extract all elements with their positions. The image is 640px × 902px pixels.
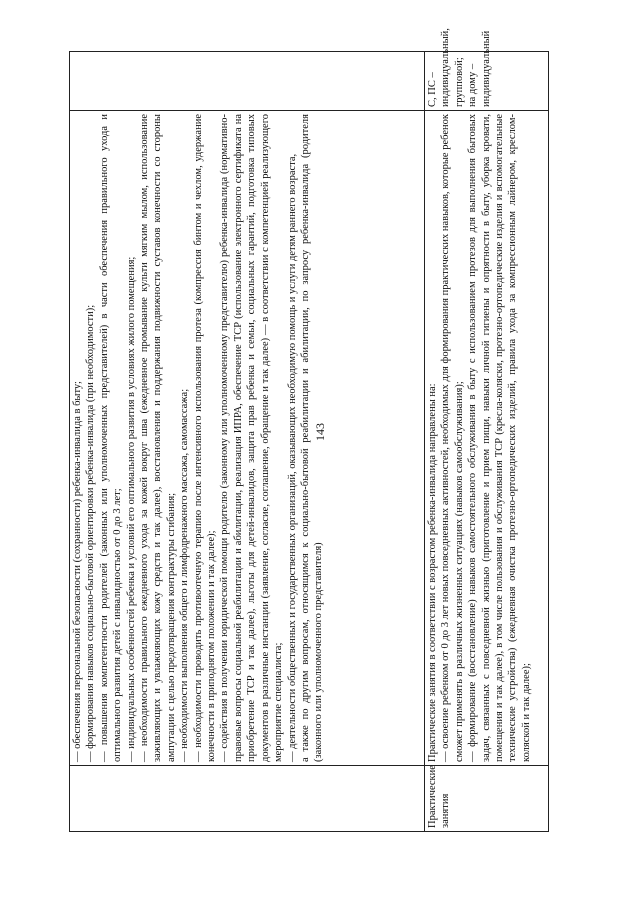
list-item: — обеспечения персональной безопасности (сохранности) ребенка-инвалида в быту; (72, 381, 83, 762)
list-item: — индивидуальных особенностей ребенка и условий его оптимального развития в условиях жилого помещения; (125, 256, 137, 762)
list-item: — освоение ребенком от 0 до 3 лет новых повседневных активностей, необходимых для формирования практических навыков, которые ребенок сможет применять в различных жизненных ситуациях (навыков самообслуживания); (440, 114, 465, 762)
list-item: — необходимости правильного ежедневного ухода за кожей вокруг шва (ежедневное промывание культи мягким мылом, использование заживляющих и увлажняющих кожу средств и так далее), восстановления и поддержания подвижности суставов конечности со стороны ампутации с целью предотвращения контрактуры сгибания; (139, 114, 177, 762)
rehabilitation-table (69, 28, 549, 832)
row-label-cell (70, 766, 425, 832)
list-item: — деятельности общественных и государственных организаций, оказывающих необходимую помощь и услуги детям раннего возраста, (286, 153, 298, 762)
row-note-cell (70, 52, 425, 111)
list-item: — повышения компетентности родителей (законных или уполномоченных представителей) в части обеспечения правильного ухода и оптимального развития детей с инвалидностью от 0 до 3 лет; (98, 114, 124, 762)
list-item: — необходимости проводить противоотечную терапию после интенсивного использования протеза (компрессия бинтом и чехлом, удержание конечности в приподнятом положении и так далее); (192, 114, 218, 762)
table-row-bottom (425, 52, 549, 832)
note-line: на дому – (467, 63, 479, 107)
row-note-cell (425, 28, 549, 111)
list-item: — формирование (восстановление) навыков самостоятельного обслуживания в быту с использованием протезов для выполнения бытовых задач, связанных с повседневной жизнью (приготовление и прием пищи, навыки личной гигиены и опрятности в быту, уборка кровати, помещения и так далее), в том числе пользования и обслуживания ТСР (кресла-коляски, протезно-ортопедические изделия и вспомогательные технические устройства) (ежедневная очистка протезно-ортопедических изделий, правила ухода за компрессионным лайнером, креслом-коляской и так далее); (467, 114, 532, 762)
list-item: а также по другим вопросам, относящимся к социально-бытовой реабилитации и абилитации, по запросу ребенка-инвалида (родителя (законного или уполномоченного представителя) (299, 114, 325, 762)
list-item: Практические занятия в соответствии с возрастом ребенка-инвалида направлены на: (427, 383, 438, 762)
list-item: — формирования навыков социально-бытовой ориентировки ребенка-инвалида (при необходимости); (85, 304, 97, 762)
row-content-cell (425, 111, 549, 766)
note-line: индивидуальный (480, 30, 492, 107)
page-number: 143 (313, 423, 327, 441)
table-row-top (70, 52, 425, 832)
note-line: групповой; (453, 57, 465, 107)
list-item: — содействия в получении юридической помощи родителю (законному или уполномоченному представителю) ребенка-инвалида (нормативно-правовые вопросы социальной реабилитации и абилитации, реализация ИПРА, обеспечение ТСР (использование электронного сертификата на приобретение ТСР и так далее), льготы для детей-инвалидов, защита прав ребенка и семьи, социальных гарантий, подготовка типовых документов в различные инстанции (заявление, согласие, соглашение, обращение и так далее) — в соответствии с компетенцией реализующего мероприятие специалиста; (219, 114, 285, 762)
row-content-cell (70, 111, 425, 766)
list-item: — необходимости выполнения общего и лимфодренажного массажа, самомассажа; (179, 388, 191, 762)
row-label-cell: Практические занятия (425, 766, 549, 832)
note-line: индивидуальный, (440, 28, 452, 107)
note-line: С, ПС – (427, 72, 438, 107)
rotated-table-wrapper (69, 28, 544, 832)
